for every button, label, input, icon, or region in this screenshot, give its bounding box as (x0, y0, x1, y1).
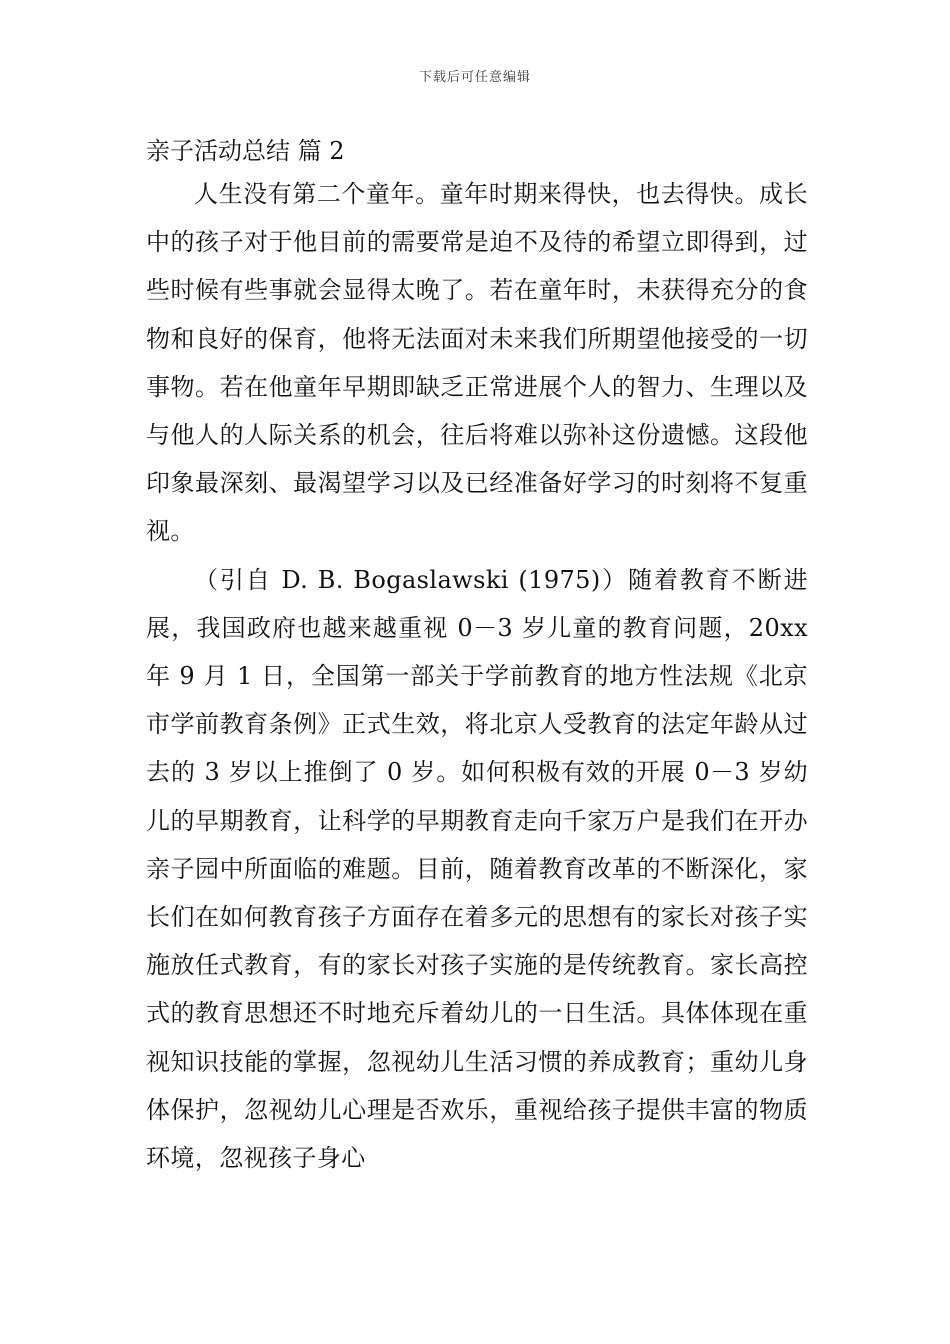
paragraph-education: （引自 D. B. Bogaslawski (1975)）随着教育不断进展，我国政府也越来越重视 0－3 岁儿童的教育问题，20xx 年 9 月 1 日，全国第一部关于学前教育的地方性法规《北京市学前教育条例》正式生效，将北京人受教育的法定年龄从过去的 3 岁以上推倒了 0 岁。如何积极有效的开展 0－3 岁幼儿的早期教育，让科学的早期教育走向千家万户是我们在开办亲子园中所面临的难题。目前，随着教育改革的不断深化，家长们在如何教育孩子方面存在着多元的思想有的家长对孩子实施放任式教育，有的家长对孩子实施的是传统教育。家长高控式的教育思想还不时地充斥着幼儿的一日生活。具体体现在重视知识技能的掌握，忽视幼儿生活习惯的养成教育；重幼儿身体保护，忽视幼儿心理是否欢乐，重视给孩子提供丰富的物质环境，忽视孩子身心 (146, 565, 808, 1173)
header-note: 下载后可任意编辑 (418, 70, 531, 85)
section-title: 亲子活动总结 篇 2 (146, 137, 345, 165)
document-body (146, 132, 808, 1182)
paragraph-childhood: 人生没有第二个童年。童年时期来得快，也去得快。成长中的孩子对于他目前的需要常是迫不及待的希望立即得到，过些时候有些事就会显得太晚了。若在童年时，未获得充分的食物和良好的保育，他将无法面对未来我们所期望他接受的一切事物。若在他童年早期即缺乏正常进展个人的智力、生理以及与他人的人际关系的机会，往后将难以弥补这份遗憾。这段他印象最深刻、最渴望学习以及已经准备好学习的时刻将不复重视。 (146, 180, 808, 546)
